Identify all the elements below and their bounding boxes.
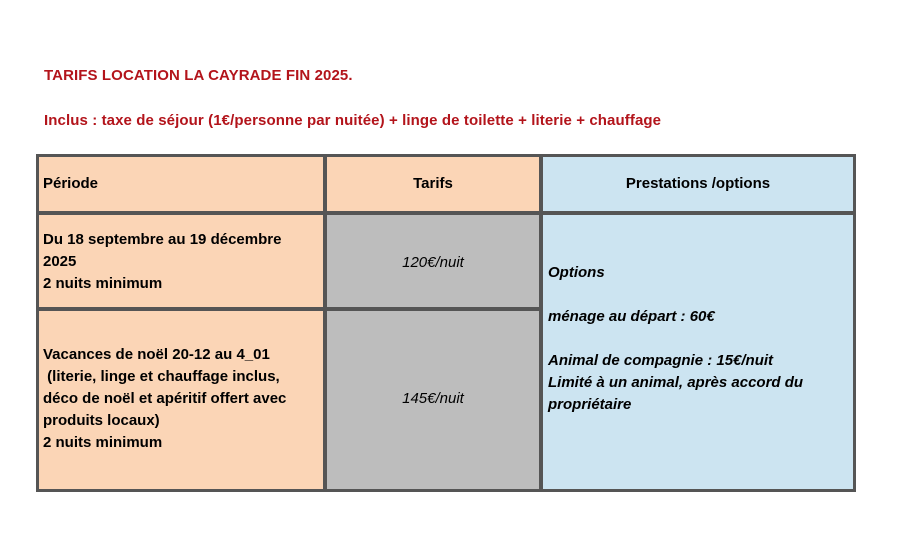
animal-option: Animal de compagnie : 15€/nuit (548, 352, 774, 369)
page-title: TARIFS LOCATION LA CAYRADE FIN 2025. (44, 67, 353, 84)
header-tarifs-label: Tarifs (413, 175, 453, 192)
header-tarifs (327, 157, 539, 211)
row1-tarif-value: 120€/nuit (402, 254, 464, 271)
row1-tarif-cell (327, 215, 539, 307)
spacer (548, 328, 847, 350)
row1-periode-line: 2 nuits minimum (43, 275, 163, 292)
animal-note: Limité à un animal, après accord du (548, 374, 804, 391)
row2-periode-line: produits locaux) (43, 412, 160, 429)
row1-periode-line: Du 18 septembre au 19 décembre (43, 231, 282, 248)
row2-tarif-value: 145€/nuit (402, 390, 464, 407)
included-services-note: Inclus : taxe de séjour (1€/personne par nuitée) + linge de toilette + literie + chauffage (44, 112, 662, 129)
options-heading: Options (548, 264, 605, 281)
row2-periode-line: Vacances de noël 20-12 au 4_01 (43, 346, 270, 363)
pricing-table (36, 154, 856, 492)
menage-option: ménage au départ : 60€ (548, 308, 715, 325)
row2-periode-cell (39, 311, 323, 489)
row2-periode-line: 2 nuits minimum (43, 434, 163, 451)
row1-periode-line: 2025 (43, 253, 77, 270)
row2-tarif-cell (327, 311, 539, 489)
row2-periode-line: (literie, linge et chauffage inclus, (43, 368, 280, 385)
header-prestations (543, 157, 853, 211)
prestations-cell (543, 215, 853, 489)
animal-note: propriétaire (548, 396, 632, 413)
row1-periode-cell (39, 215, 323, 307)
header-periode (39, 157, 323, 211)
header-prestations-label: Prestations /options (625, 175, 771, 192)
header-periode-label: Période (43, 175, 99, 192)
row2-periode-line: déco de noël et apéritif offert avec (43, 390, 287, 407)
spacer (548, 284, 847, 306)
